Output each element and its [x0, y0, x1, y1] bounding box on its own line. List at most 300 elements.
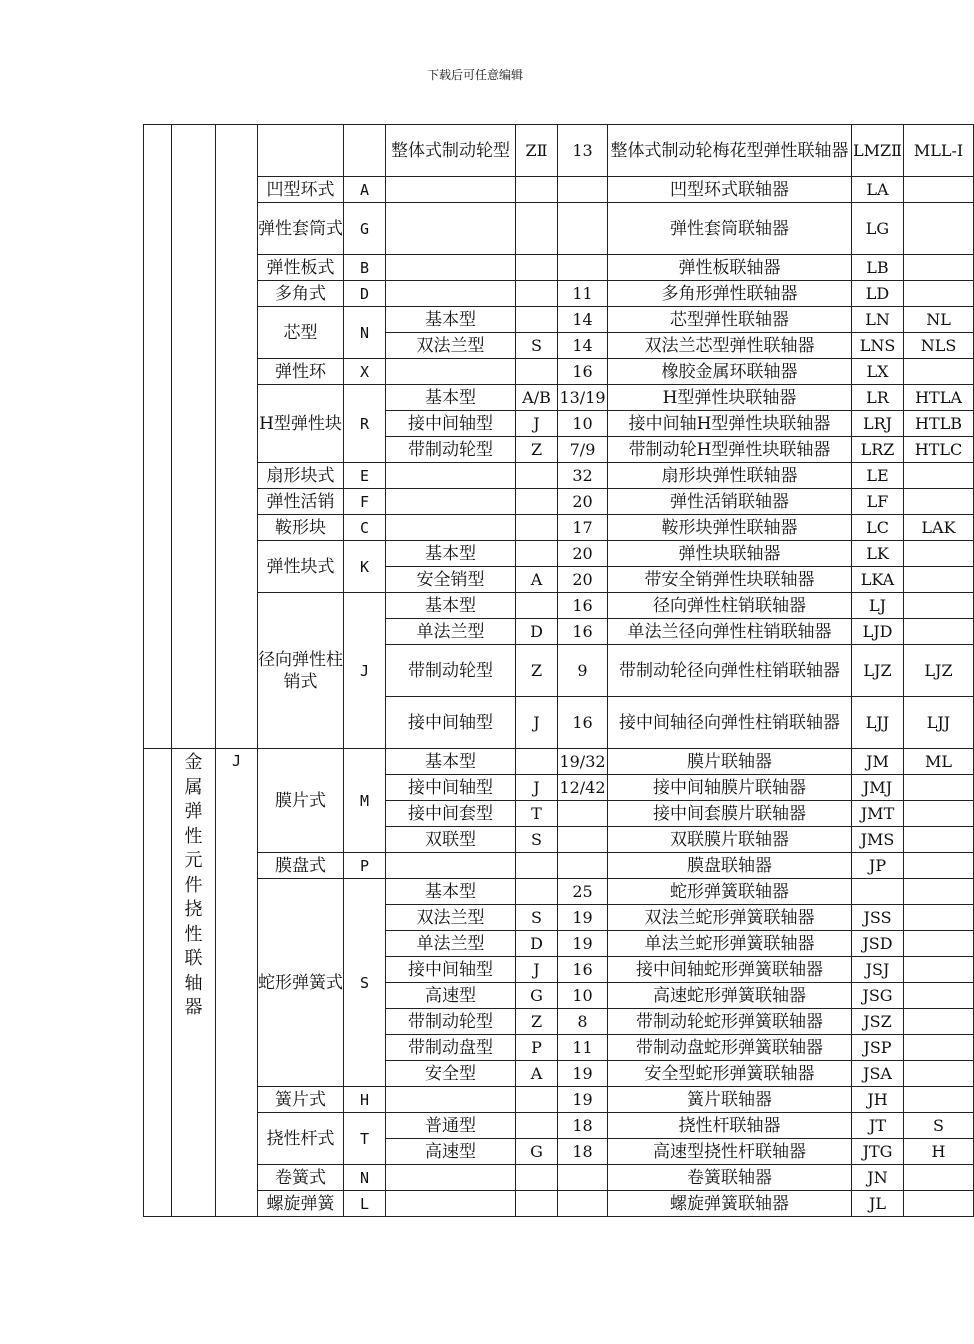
- number-cell: [558, 177, 608, 203]
- type-name-cell: 芯型: [258, 307, 344, 359]
- type-name-cell: 多角式: [258, 281, 344, 307]
- subtype-code-cell: [516, 515, 558, 541]
- full-code-cell: JSA: [852, 1061, 904, 1087]
- full-code-cell: JP: [852, 853, 904, 879]
- number-cell: 16: [558, 619, 608, 645]
- number-cell: 8: [558, 1009, 608, 1035]
- number-cell: 11: [558, 281, 608, 307]
- full-code-cell: LJZ: [852, 645, 904, 697]
- old-code-cell: [904, 1061, 974, 1087]
- full-code-cell: LX: [852, 359, 904, 385]
- full-code-cell: LRJ: [852, 411, 904, 437]
- subtype-name-cell: 接中间轴型: [386, 411, 516, 437]
- full-code-cell: LJD: [852, 619, 904, 645]
- type-code-cell: L: [344, 1191, 386, 1217]
- full-code-cell: JH: [852, 1087, 904, 1113]
- full-name-cell: 接中间轴径向弹性柱销联轴器: [608, 697, 852, 749]
- group-name-char: 元: [184, 850, 203, 871]
- type-code-cell: [344, 125, 386, 177]
- old-code-cell: [904, 853, 974, 879]
- subtype-code-cell: G: [516, 983, 558, 1009]
- old-code-cell: HTLA: [904, 385, 974, 411]
- full-name-cell: 弹性活销联轴器: [608, 489, 852, 515]
- subtype-code-cell: [516, 593, 558, 619]
- number-cell: [558, 255, 608, 281]
- subtype-name-cell: 带制动轮型: [386, 437, 516, 463]
- full-name-cell: 带制动轮径向弹性柱销联轴器: [608, 645, 852, 697]
- type-code-cell: T: [344, 1113, 386, 1165]
- type-name-cell: 凹型环式: [258, 177, 344, 203]
- full-code-cell: LMZⅡ: [852, 125, 904, 177]
- type-code-cell: F: [344, 489, 386, 515]
- table-row: [144, 463, 974, 489]
- number-cell: 9: [558, 645, 608, 697]
- full-name-cell: 带制动轮蛇形弹簧联轴器: [608, 1009, 852, 1035]
- subtype-name-cell: [386, 177, 516, 203]
- full-name-cell: 安全型蛇形弹簧联轴器: [608, 1061, 852, 1087]
- subtype-code-cell: J: [516, 411, 558, 437]
- full-name-cell: 卷簧联轴器: [608, 1165, 852, 1191]
- type-name-cell: 蛇形弹簧式: [258, 879, 344, 1087]
- number-cell: 16: [558, 697, 608, 749]
- blank-group-code-cell: [216, 125, 258, 749]
- full-code-cell: JMS: [852, 827, 904, 853]
- full-code-cell: LA: [852, 177, 904, 203]
- subtype-name-cell: [386, 463, 516, 489]
- number-cell: 18: [558, 1113, 608, 1139]
- table-row: [144, 177, 974, 203]
- number-cell: 20: [558, 489, 608, 515]
- type-code-cell: N: [344, 1165, 386, 1191]
- full-name-cell: 蛇形弹簧联轴器: [608, 879, 852, 905]
- group-name-char: 挠: [184, 899, 203, 920]
- full-name-cell: 簧片联轴器: [608, 1087, 852, 1113]
- subtype-name-cell: 接中间轴型: [386, 775, 516, 801]
- number-cell: 13: [558, 125, 608, 177]
- table-row: [144, 541, 974, 567]
- group-name-char: 性: [184, 923, 203, 945]
- full-name-cell: 弹性板联轴器: [608, 255, 852, 281]
- number-cell: 18: [558, 1139, 608, 1165]
- old-code-cell: NL: [904, 307, 974, 333]
- full-code-cell: LD: [852, 281, 904, 307]
- full-name-cell: 径向弹性柱销联轴器: [608, 593, 852, 619]
- type-name-cell: 径向弹性柱销式: [258, 593, 344, 749]
- subtype-code-cell: ZⅡ: [516, 125, 558, 177]
- subtype-code-cell: [516, 489, 558, 515]
- full-code-cell: LKA: [852, 567, 904, 593]
- type-code-cell: K: [344, 541, 386, 593]
- full-name-cell: H型弹性块联轴器: [608, 385, 852, 411]
- subtype-code-cell: S: [516, 333, 558, 359]
- subtype-code-cell: D: [516, 619, 558, 645]
- subtype-name-cell: 带制动轮型: [386, 1009, 516, 1035]
- subtype-name-cell: 安全型: [386, 1061, 516, 1087]
- number-cell: 19: [558, 1087, 608, 1113]
- old-code-cell: [904, 879, 974, 905]
- group-name-char: 件: [184, 874, 203, 896]
- subtype-code-cell: A: [516, 567, 558, 593]
- type-code-cell: J: [344, 593, 386, 749]
- number-cell: [558, 801, 608, 827]
- number-cell: 11: [558, 1035, 608, 1061]
- table-row: [144, 125, 974, 177]
- old-code-cell: [904, 281, 974, 307]
- old-code-cell: [904, 1165, 974, 1191]
- number-cell: 19/32: [558, 749, 608, 775]
- type-code-cell: E: [344, 463, 386, 489]
- old-code-cell: [904, 203, 974, 255]
- full-name-cell: 高速型挠性杆联轴器: [608, 1139, 852, 1165]
- number-cell: 16: [558, 957, 608, 983]
- full-code-cell: [852, 879, 904, 905]
- subtype-name-cell: [386, 203, 516, 255]
- full-code-cell: LB: [852, 255, 904, 281]
- type-name-cell: 簧片式: [258, 1087, 344, 1113]
- old-code-cell: LJJ: [904, 697, 974, 749]
- subtype-name-cell: 双法兰型: [386, 905, 516, 931]
- full-code-cell: JSP: [852, 1035, 904, 1061]
- full-name-cell: 单法兰蛇形弹簧联轴器: [608, 931, 852, 957]
- subtype-code-cell: Z: [516, 437, 558, 463]
- old-code-cell: LJZ: [904, 645, 974, 697]
- type-code-cell: R: [344, 385, 386, 463]
- number-cell: 19: [558, 1061, 608, 1087]
- subtype-code-cell: T: [516, 801, 558, 827]
- subtype-name-cell: [386, 515, 516, 541]
- old-code-cell: H: [904, 1139, 974, 1165]
- full-code-cell: JSJ: [852, 957, 904, 983]
- old-code-cell: [904, 593, 974, 619]
- old-code-cell: HTLC: [904, 437, 974, 463]
- old-code-cell: [904, 801, 974, 827]
- subtype-code-cell: S: [516, 905, 558, 931]
- full-name-cell: 接中间轴H型弹性块联轴器: [608, 411, 852, 437]
- type-code-cell: N: [344, 307, 386, 359]
- subtype-name-cell: 单法兰型: [386, 931, 516, 957]
- type-name-cell: 弹性块式: [258, 541, 344, 593]
- type-name-cell: 弹性套筒式: [258, 203, 344, 255]
- full-name-cell: 双法兰蛇形弹簧联轴器: [608, 905, 852, 931]
- subtype-name-cell: [386, 1165, 516, 1191]
- subtype-name-cell: 基本型: [386, 593, 516, 619]
- subtype-name-cell: 高速型: [386, 983, 516, 1009]
- type-code-cell: C: [344, 515, 386, 541]
- subtype-name-cell: 双联型: [386, 827, 516, 853]
- type-name-cell: 螺旋弹簧: [258, 1191, 344, 1217]
- full-name-cell: 双法兰芯型弹性联轴器: [608, 333, 852, 359]
- group-name-char: 弹: [184, 801, 203, 822]
- number-cell: [558, 1165, 608, 1191]
- subtype-code-cell: [516, 463, 558, 489]
- group-name-vertical: [172, 749, 216, 1217]
- subtype-name-cell: 基本型: [386, 749, 516, 775]
- full-code-cell: LJJ: [852, 697, 904, 749]
- table-row: [144, 1165, 974, 1191]
- number-cell: 7/9: [558, 437, 608, 463]
- subtype-name-cell: [386, 489, 516, 515]
- group-name-char: 金: [184, 752, 203, 773]
- old-code-cell: [904, 905, 974, 931]
- subtype-code-cell: J: [516, 775, 558, 801]
- old-code-cell: S: [904, 1113, 974, 1139]
- full-code-cell: JN: [852, 1165, 904, 1191]
- subtype-code-cell: [516, 307, 558, 333]
- table-row: [144, 281, 974, 307]
- old-code-cell: [904, 1009, 974, 1035]
- subtype-name-cell: 带制动盘型: [386, 1035, 516, 1061]
- type-name-cell: 卷簧式: [258, 1165, 344, 1191]
- full-code-cell: LG: [852, 203, 904, 255]
- subtype-name-cell: [386, 255, 516, 281]
- subtype-name-cell: 接中间轴型: [386, 697, 516, 749]
- subtype-code-cell: [516, 1191, 558, 1217]
- group-name-char: 属: [184, 776, 203, 798]
- old-code-cell: [904, 1191, 974, 1217]
- old-code-cell: [904, 463, 974, 489]
- subtype-name-cell: 单法兰型: [386, 619, 516, 645]
- type-name-cell: 扇形块式: [258, 463, 344, 489]
- full-code-cell: JMT: [852, 801, 904, 827]
- full-name-cell: 弹性块联轴器: [608, 541, 852, 567]
- type-code-cell: M: [344, 749, 386, 853]
- full-name-cell: 弹性套筒联轴器: [608, 203, 852, 255]
- group-name-char: 器: [184, 997, 203, 1018]
- old-code-cell: [904, 983, 974, 1009]
- full-name-cell: 挠性杆联轴器: [608, 1113, 852, 1139]
- type-code-cell: P: [344, 853, 386, 879]
- full-code-cell: JTG: [852, 1139, 904, 1165]
- subtype-code-cell: S: [516, 827, 558, 853]
- subtype-code-cell: Z: [516, 1009, 558, 1035]
- full-code-cell: JL: [852, 1191, 904, 1217]
- subtype-code-cell: A/B: [516, 385, 558, 411]
- number-cell: 12/42: [558, 775, 608, 801]
- subtype-name-cell: 高速型: [386, 1139, 516, 1165]
- full-name-cell: 凹型环式联轴器: [608, 177, 852, 203]
- type-name-cell: 膜盘式: [258, 853, 344, 879]
- full-name-cell: 高速蛇形弹簧联轴器: [608, 983, 852, 1009]
- old-code-cell: [904, 1087, 974, 1113]
- group-code-cell: J: [216, 749, 258, 1217]
- subtype-code-cell: [516, 1113, 558, 1139]
- full-name-cell: 接中间轴膜片联轴器: [608, 775, 852, 801]
- type-name-cell: 弹性活销: [258, 489, 344, 515]
- subtype-code-cell: [516, 1087, 558, 1113]
- subtype-name-cell: 基本型: [386, 541, 516, 567]
- full-code-cell: JSS: [852, 905, 904, 931]
- subtype-name-cell: 基本型: [386, 385, 516, 411]
- blank-group-cell: [172, 125, 216, 749]
- full-code-cell: JSZ: [852, 1009, 904, 1035]
- number-cell: [558, 1191, 608, 1217]
- subtype-code-cell: [516, 281, 558, 307]
- number-cell: 16: [558, 593, 608, 619]
- full-name-cell: 螺旋弹簧联轴器: [608, 1191, 852, 1217]
- full-code-cell: JM: [852, 749, 904, 775]
- subtype-code-cell: [516, 749, 558, 775]
- full-name-cell: 接中间套膜片联轴器: [608, 801, 852, 827]
- number-cell: 16: [558, 359, 608, 385]
- type-name-cell: 膜片式: [258, 749, 344, 853]
- table-row: [144, 1191, 974, 1217]
- table-row: [144, 749, 974, 775]
- group-name-char: 联: [184, 948, 203, 969]
- old-code-cell: [904, 931, 974, 957]
- group-name-char: 轴: [184, 972, 203, 994]
- old-code-cell: [904, 775, 974, 801]
- type-code-cell: G: [344, 203, 386, 255]
- number-cell: [558, 203, 608, 255]
- subtype-name-cell: 带制动轮型: [386, 645, 516, 697]
- old-code-cell: [904, 1035, 974, 1061]
- table-row: [144, 489, 974, 515]
- full-name-cell: 带制动盘蛇形弹簧联轴器: [608, 1035, 852, 1061]
- subtype-name-cell: 基本型: [386, 307, 516, 333]
- number-cell: 10: [558, 983, 608, 1009]
- subtype-name-cell: 双法兰型: [386, 333, 516, 359]
- subtype-code-cell: [516, 541, 558, 567]
- old-code-cell: [904, 359, 974, 385]
- subtype-name-cell: 普通型: [386, 1113, 516, 1139]
- old-code-cell: [904, 957, 974, 983]
- old-code-cell: [904, 567, 974, 593]
- full-name-cell: 带制动轮H型弹性块联轴器: [608, 437, 852, 463]
- subtype-code-cell: J: [516, 957, 558, 983]
- subtype-name-cell: [386, 359, 516, 385]
- table-row: [144, 255, 974, 281]
- number-cell: 25: [558, 879, 608, 905]
- old-code-cell: ML: [904, 749, 974, 775]
- subtype-code-cell: [516, 177, 558, 203]
- full-name-cell: 膜片联轴器: [608, 749, 852, 775]
- table-row: [144, 1113, 974, 1139]
- full-code-cell: JSG: [852, 983, 904, 1009]
- old-code-cell: HTLB: [904, 411, 974, 437]
- old-code-cell: [904, 541, 974, 567]
- full-name-cell: 接中间轴蛇形弹簧联轴器: [608, 957, 852, 983]
- subtype-name-cell: [386, 281, 516, 307]
- blank-category-cell: [144, 125, 172, 749]
- old-code-cell: NLS: [904, 333, 974, 359]
- old-code-cell: [904, 255, 974, 281]
- type-name-cell: 弹性板式: [258, 255, 344, 281]
- subtype-name-cell: [386, 1191, 516, 1217]
- subtype-name-cell: 接中间轴型: [386, 957, 516, 983]
- table-row: [144, 385, 974, 411]
- number-cell: 20: [558, 567, 608, 593]
- number-cell: 14: [558, 333, 608, 359]
- subtype-code-cell: [516, 853, 558, 879]
- subtype-code-cell: [516, 879, 558, 905]
- table-row: [144, 203, 974, 255]
- number-cell: 19: [558, 931, 608, 957]
- number-cell: [558, 853, 608, 879]
- full-name-cell: 带安全销弹性块联轴器: [608, 567, 852, 593]
- subtype-name-cell: 接中间套型: [386, 801, 516, 827]
- full-code-cell: LRZ: [852, 437, 904, 463]
- old-code-cell: [904, 489, 974, 515]
- old-code-cell: LAK: [904, 515, 974, 541]
- type-name-cell: 鞍形块: [258, 515, 344, 541]
- full-name-cell: 多角形弹性联轴器: [608, 281, 852, 307]
- full-code-cell: LJ: [852, 593, 904, 619]
- subtype-code-cell: [516, 203, 558, 255]
- old-code-cell: MLL-Ⅰ: [904, 125, 974, 177]
- full-name-cell: 芯型弹性联轴器: [608, 307, 852, 333]
- subtype-code-cell: Z: [516, 645, 558, 697]
- table-row: [144, 1087, 974, 1113]
- full-code-cell: LC: [852, 515, 904, 541]
- table-row: [144, 515, 974, 541]
- table-row: [144, 359, 974, 385]
- subtype-name-cell: 基本型: [386, 879, 516, 905]
- type-name-cell: 挠性杆式: [258, 1113, 344, 1165]
- full-code-cell: LNS: [852, 333, 904, 359]
- full-name-cell: 扇形块弹性联轴器: [608, 463, 852, 489]
- number-cell: 20: [558, 541, 608, 567]
- full-name-cell: 单法兰径向弹性柱销联轴器: [608, 619, 852, 645]
- subtype-code-cell: [516, 359, 558, 385]
- subtype-code-cell: A: [516, 1061, 558, 1087]
- type-name-cell: H型弹性块: [258, 385, 344, 463]
- full-name-cell: 膜盘联轴器: [608, 853, 852, 879]
- type-code-cell: X: [344, 359, 386, 385]
- subtype-code-cell: P: [516, 1035, 558, 1061]
- type-code-cell: D: [344, 281, 386, 307]
- subtype-code-cell: J: [516, 697, 558, 749]
- number-cell: 10: [558, 411, 608, 437]
- type-code-cell: S: [344, 879, 386, 1087]
- subtype-code-cell: D: [516, 931, 558, 957]
- table-row: [144, 593, 974, 619]
- full-code-cell: LK: [852, 541, 904, 567]
- number-cell: 32: [558, 463, 608, 489]
- type-name-cell: [258, 125, 344, 177]
- subtype-code-cell: [516, 255, 558, 281]
- full-code-cell: LR: [852, 385, 904, 411]
- number-cell: 19: [558, 905, 608, 931]
- subtype-name-cell: [386, 853, 516, 879]
- number-cell: 13/19: [558, 385, 608, 411]
- old-code-cell: [904, 177, 974, 203]
- coupling-classification-table: [143, 124, 974, 1217]
- subtype-name-cell: [386, 1087, 516, 1113]
- coupling-table-wrapper: [143, 124, 964, 1217]
- number-cell: 14: [558, 307, 608, 333]
- full-code-cell: JSD: [852, 931, 904, 957]
- blank-category-cell: [144, 749, 172, 1217]
- old-code-cell: [904, 619, 974, 645]
- full-code-cell: JMJ: [852, 775, 904, 801]
- subtype-name-cell: 整体式制动轮型: [386, 125, 516, 177]
- full-code-cell: LE: [852, 463, 904, 489]
- table-row: [144, 879, 974, 905]
- page-header-note: 下载后可任意编辑: [426, 68, 523, 82]
- full-name-cell: 橡胶金属环联轴器: [608, 359, 852, 385]
- type-name-cell: 弹性环: [258, 359, 344, 385]
- full-name-cell: 整体式制动轮梅花型弹性联轴器: [608, 125, 852, 177]
- number-cell: 17: [558, 515, 608, 541]
- full-code-cell: LN: [852, 307, 904, 333]
- table-row: [144, 307, 974, 333]
- type-code-cell: A: [344, 177, 386, 203]
- old-code-cell: [904, 827, 974, 853]
- type-code-cell: H: [344, 1087, 386, 1113]
- subtype-name-cell: 安全销型: [386, 567, 516, 593]
- full-name-cell: 双联膜片联轴器: [608, 827, 852, 853]
- subtype-code-cell: G: [516, 1139, 558, 1165]
